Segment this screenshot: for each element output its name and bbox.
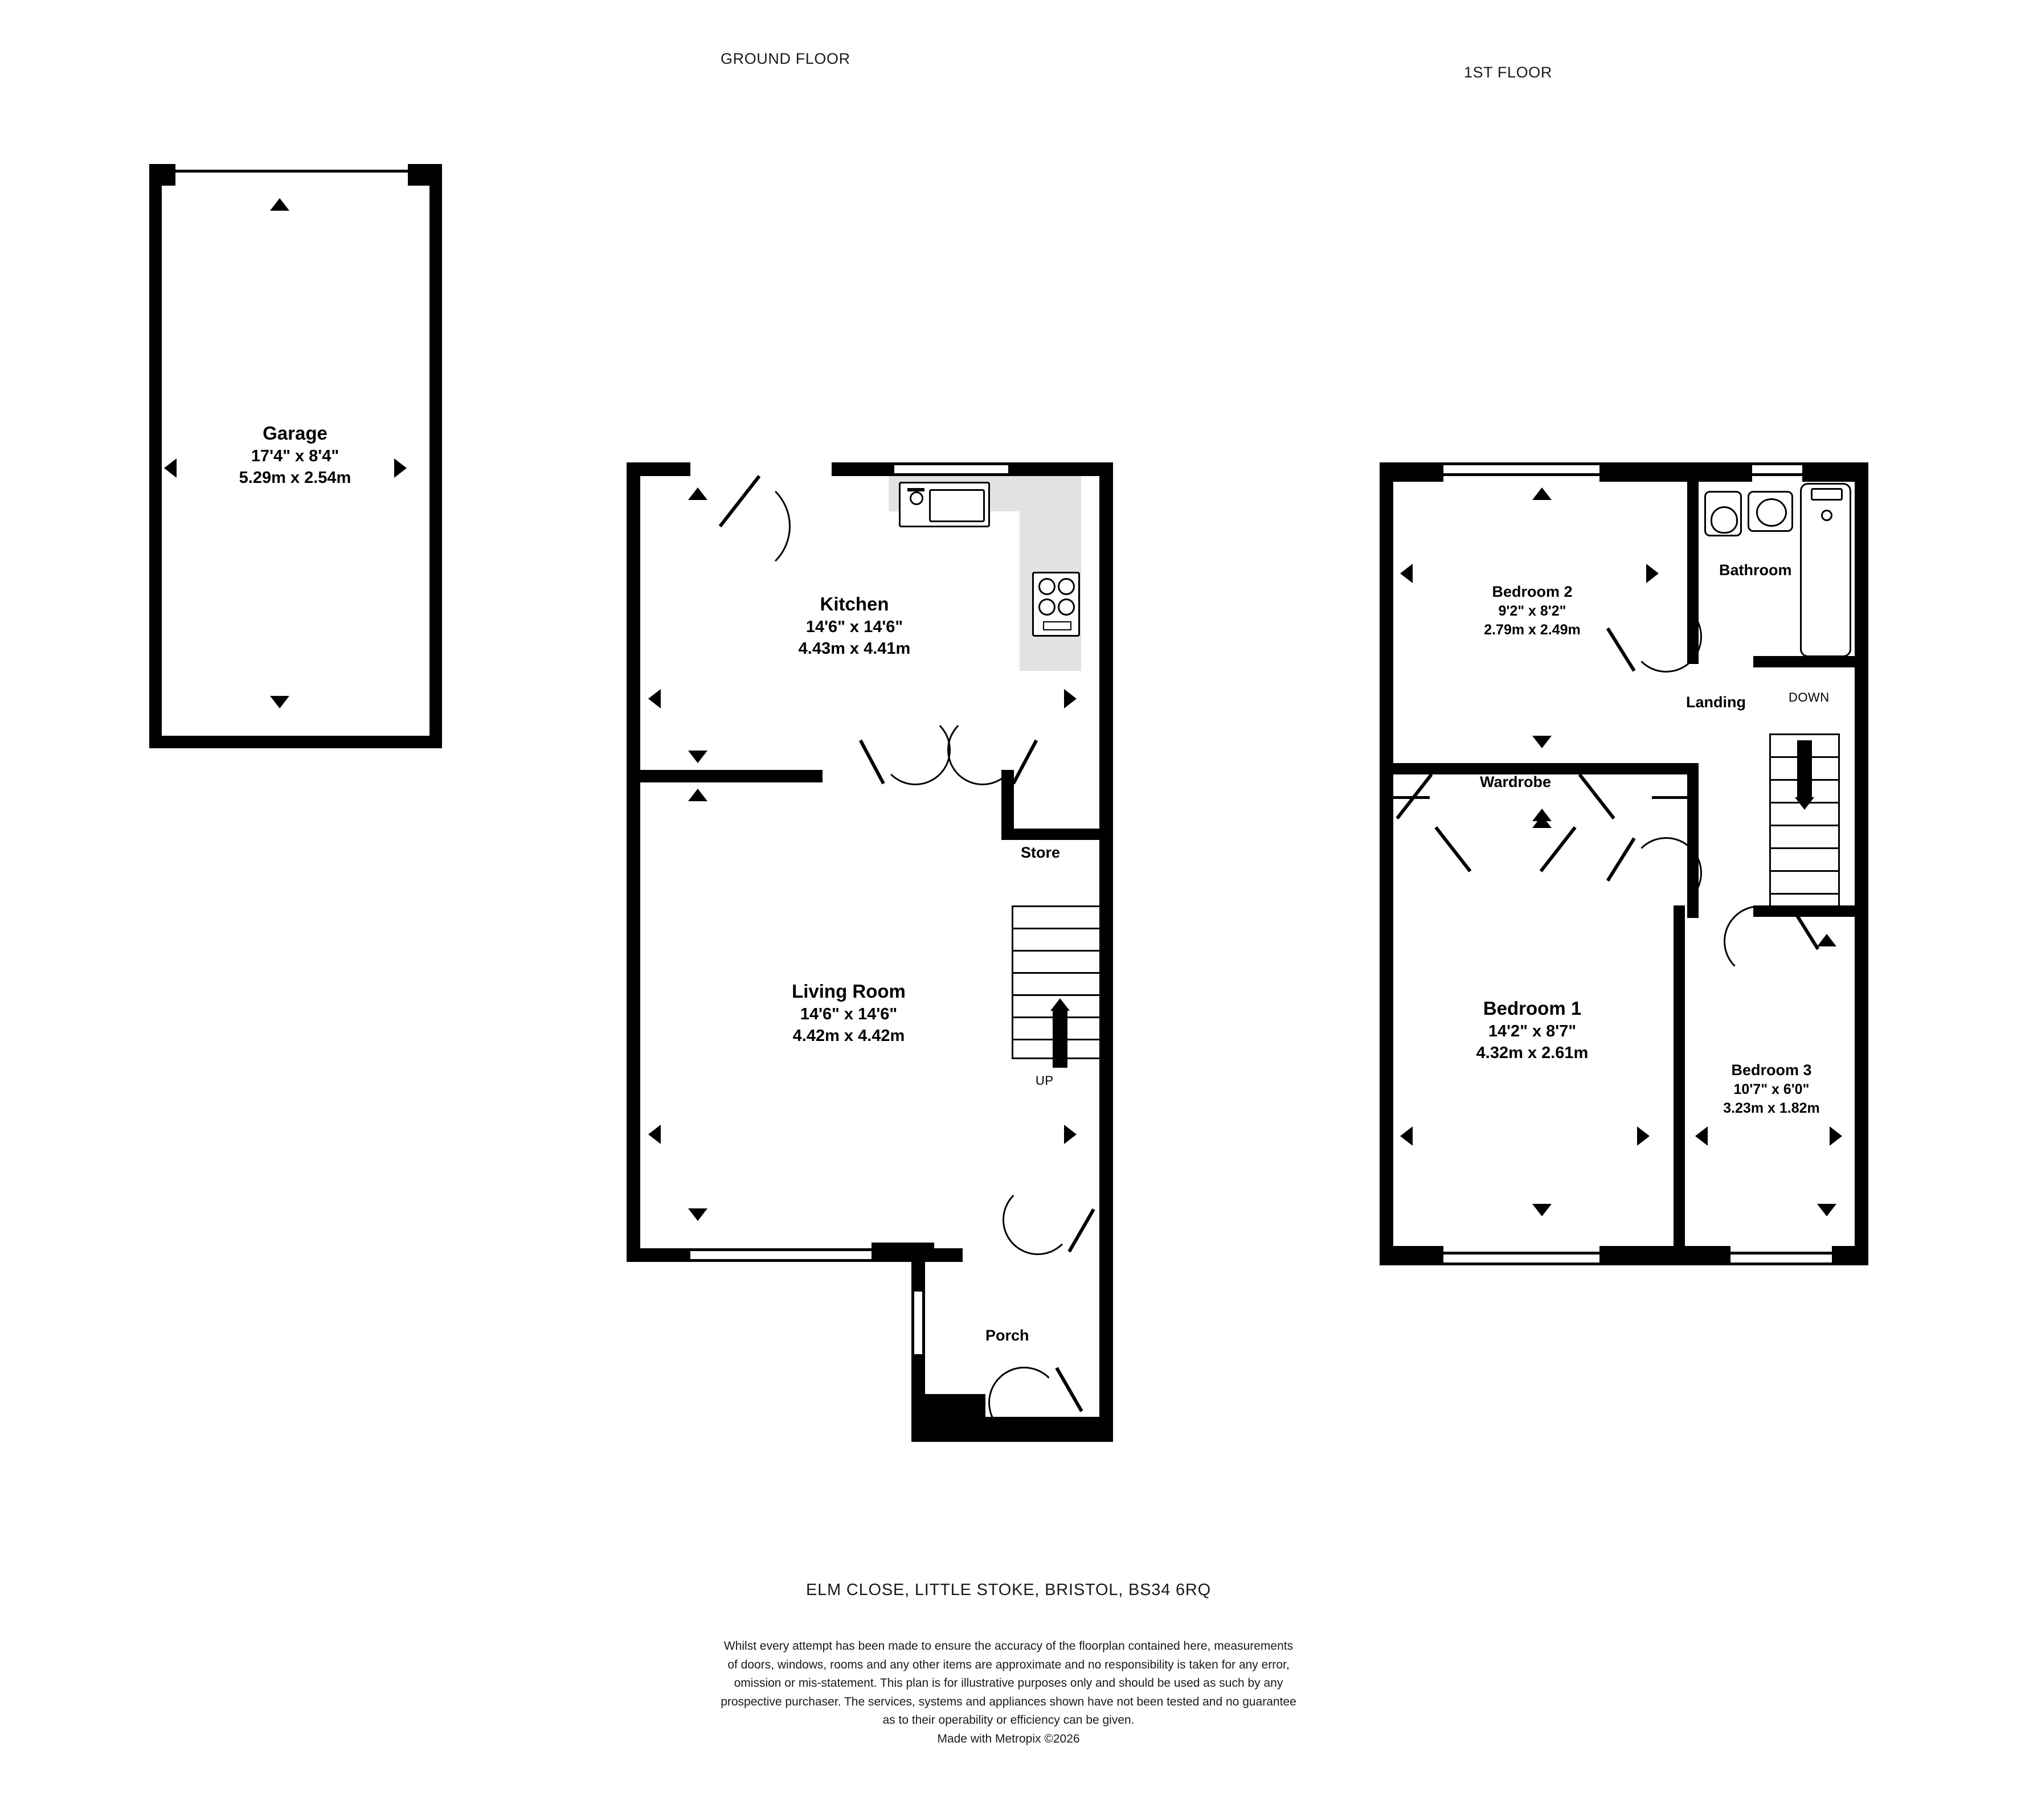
store-wall-bottom [1001,829,1113,840]
ground-wall-top-right [1008,462,1113,476]
bedroom2-arrow-down [1532,736,1552,748]
stair-down-arrow [1795,797,1814,810]
toilet-fixture [1704,491,1742,536]
garage-door-opening [174,170,409,173]
first-wall-right [1855,462,1868,1260]
garage-name: Garage [263,423,328,444]
stair-up-arrow [1050,998,1070,1011]
bedroom2-name: Bedroom 2 [1492,583,1573,600]
bedroom2-arrow-left [1400,564,1413,583]
garage-wall-bottom [149,736,442,748]
ground-wall-left [627,462,640,1262]
bedroom1-imperial: 14'2" x 8'7" [1488,1022,1577,1040]
wardrobe-rail-left [1393,796,1430,799]
wardrobe-door-leaf-4 [1540,826,1577,872]
bedroom3-metric: 3.23m x 1.82m [1723,1100,1820,1116]
disclaimer-block [0,1637,2017,1748]
living-window-bottom [690,1248,872,1262]
ground-wall-top-mid [832,462,894,476]
kitchen-door-arc-left [880,715,951,785]
bath-fixture [1800,483,1851,657]
kitchen-arrow-down [688,751,707,763]
garage-wall-top-right-stub [408,164,442,186]
stair-down-shaft [1797,740,1812,797]
kitchen-hob [1032,572,1080,637]
kitchen-window-top [894,462,1008,476]
bedroom1-arrow-down [1532,1204,1552,1216]
bathroom-label: Bathroom [1719,561,1792,579]
living-arrow-up [688,789,707,801]
living-room-label [723,979,974,1047]
kitchen-sink [899,482,990,527]
kitchen-counter-fill-right [1020,472,1081,671]
disclaimer-line-2: of doors, windows, rooms and any other items are approximate and no responsibility is taken for any error, [727,1658,1290,1671]
bedroom2-arrow-right [1646,564,1659,583]
wardrobe-wall-top [1393,763,1689,774]
kitchen-imperial: 14'6" x 14'6" [805,617,903,636]
bedroom3-label [1686,1060,1857,1117]
bedroom2-window [1443,462,1599,476]
wardrobe-door-leaf-3 [1578,773,1615,819]
disclaimer-line-5: as to their operability or efficiency can be given. [882,1714,1135,1727]
garage-imperial: 17'4" x 8'4" [251,446,339,465]
bedroom3-imperial: 10'7" x 6'0" [1733,1081,1810,1098]
first-floor-title: 1ST FLOOR [1464,64,1552,81]
bedroom1-arrow-left [1400,1126,1413,1146]
first-wall-bottom-right [1832,1246,1868,1265]
bedroom3-arrow-right [1830,1126,1842,1146]
porch-door-arc [988,1367,1060,1438]
bedroom3-name: Bedroom 3 [1731,1061,1812,1079]
bedroom2-label [1424,582,1640,639]
living-room-metric: 4.42m x 4.42m [792,1026,905,1045]
disclaimer-line-1: Whilst every attempt has been made to ensure the accuracy of the floorplan contained here, measurements [723,1639,1294,1653]
first-wall-top-mid [1599,462,1677,482]
wardrobe-door-leaf-2 [1434,826,1471,872]
porch-wall-bottom-left [911,1394,985,1442]
disclaimer-line-4: prospective purchaser. The services, systems and appliances shown have not been tested and no guarantee [721,1695,1296,1708]
stair-up-shaft [1053,1011,1067,1068]
bedroom2-imperial: 9'2" x 8'2" [1498,603,1566,620]
garage-arrow-down [270,696,289,708]
kitchen-label [735,592,974,659]
bedroom3-wall-left [1674,905,1685,1253]
bedroom3-window [1730,1252,1832,1265]
ground-wall-top-left [627,462,690,476]
kitchen-metric: 4.43m x 4.41m [798,639,911,658]
kitchen-living-partition [640,770,823,782]
bedroom3-arrow-up [1817,934,1836,946]
property-address: ELM CLOSE, LITTLE STOKE, BRISTOL, BS34 6RQ [805,1581,1212,1599]
porch-window-left [911,1292,925,1354]
living-room-name: Living Room [792,981,906,1002]
bedroom3-arrow-down [1817,1204,1836,1216]
garage-metric: 5.29m x 2.54m [239,468,351,487]
bedroom2-arrow-up [1532,487,1552,500]
stair-up-label: UP [1036,1073,1054,1088]
landing-label: Landing [1686,694,1746,711]
stair-down-label: DOWN [1789,690,1830,704]
store-label: Store [1021,844,1061,861]
wardrobe-label: Wardrobe [1480,773,1552,790]
bedroom1-arrow-right [1637,1126,1650,1146]
first-wall-top-right [1802,462,1868,482]
front-door-arc [1003,1184,1073,1255]
disclaimer-line-3: omission or mis-statement. This plan is for illustrative purposes only and should be used as such by any [734,1676,1283,1690]
bedroom2-door-arc [1630,601,1702,673]
ground-floor-title: GROUND FLOOR [721,50,850,67]
porch-label: Porch [985,1327,1029,1344]
bedroom1-label [1424,997,1640,1064]
bathroom-wall-bottom [1753,656,1868,667]
wardrobe-rail-right [1652,796,1687,799]
kitchen-name: Kitchen [820,593,889,614]
kitchen-door-arc-right [947,715,1018,785]
kitchen-arrow-up [688,487,707,500]
living-arrow-right [1064,1125,1077,1144]
living-room-imperial: 14'6" x 14'6" [800,1005,898,1023]
first-wall-bottom-mid [1599,1246,1674,1265]
store-wall-left [1001,770,1014,838]
garage-label [153,421,437,489]
first-wall-top-left [1380,462,1443,482]
bedroom2-metric: 2.79m x 2.49m [1484,621,1581,638]
metropix-credit: Made with Metropix ©2026 [937,1732,1080,1745]
ground-wall-bottom-left [627,1248,690,1262]
kitchen-arrow-right [1064,689,1077,708]
garage-wall-top-left-stub [149,164,175,186]
living-arrow-left [648,1125,661,1144]
ground-wall-bottom-mid2 [934,1248,963,1262]
bedroom1-window [1443,1252,1599,1265]
living-arrow-down [688,1208,707,1221]
wardrobe-arrow-up [1532,815,1552,828]
sink-fixture [1748,491,1793,532]
first-wall-left [1380,462,1393,1260]
kitchen-arrow-left [648,689,661,708]
bedroom1-name: Bedroom 1 [1483,998,1582,1019]
bedroom1-metric: 4.32m x 2.61m [1476,1043,1589,1062]
bedroom3-door-arc [1724,905,1795,977]
bedroom3-arrow-left [1695,1126,1708,1146]
first-wall-bottom-left [1380,1246,1443,1265]
garage-arrow-up [270,198,289,211]
bedroom1-door-arc [1630,837,1702,909]
